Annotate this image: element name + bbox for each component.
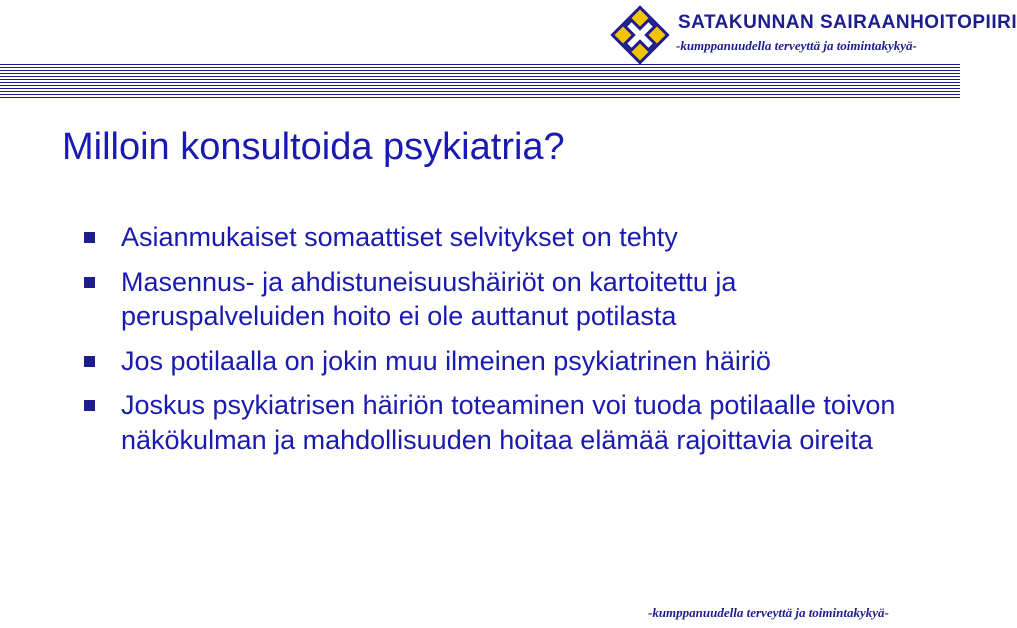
bullet-item bbox=[84, 388, 944, 457]
bullet-item bbox=[84, 265, 944, 334]
slide-title: Milloin konsultoida psykiatria? bbox=[62, 126, 565, 168]
square-bullet-icon bbox=[84, 232, 95, 243]
square-bullet-icon bbox=[84, 400, 95, 411]
bullet-text: Asianmukaiset somaattiset selvitykset on tehty bbox=[121, 222, 678, 252]
header-tagline: -kumppanuudella terveyttä ja toimintakykyä- bbox=[676, 38, 917, 53]
organization-name: SATAKUNNAN SAIRAANHOITOPIIRI bbox=[678, 12, 1017, 33]
bullet-text: Jos potilaalla on jokin muu ilmeinen psykiatrinen häiriö bbox=[121, 345, 771, 376]
cross-emblem-icon bbox=[607, 2, 673, 68]
slide-header bbox=[0, 0, 1017, 88]
bullet-list bbox=[84, 220, 944, 467]
header-stripe bbox=[0, 64, 960, 98]
bullet-item bbox=[84, 344, 944, 379]
square-bullet-icon bbox=[84, 277, 95, 288]
bullet-item bbox=[84, 220, 944, 255]
square-bullet-icon bbox=[84, 356, 95, 367]
footer-tagline: -kumppanuudella terveyttä ja toimintakykyä- bbox=[648, 605, 889, 620]
bullet-text: Joskus psykiatrisen häiriön toteaminen voi tuoda potilaalle toivon näkökulman ja mahdollisuuden hoitaa elämää rajoittavia oireita bbox=[121, 390, 896, 455]
bullet-text: Masennus- ja ahdistuneisuushäiriöt on kartoitettu ja peruspalveluiden hoito ei ole auttanut potilasta bbox=[121, 266, 737, 331]
